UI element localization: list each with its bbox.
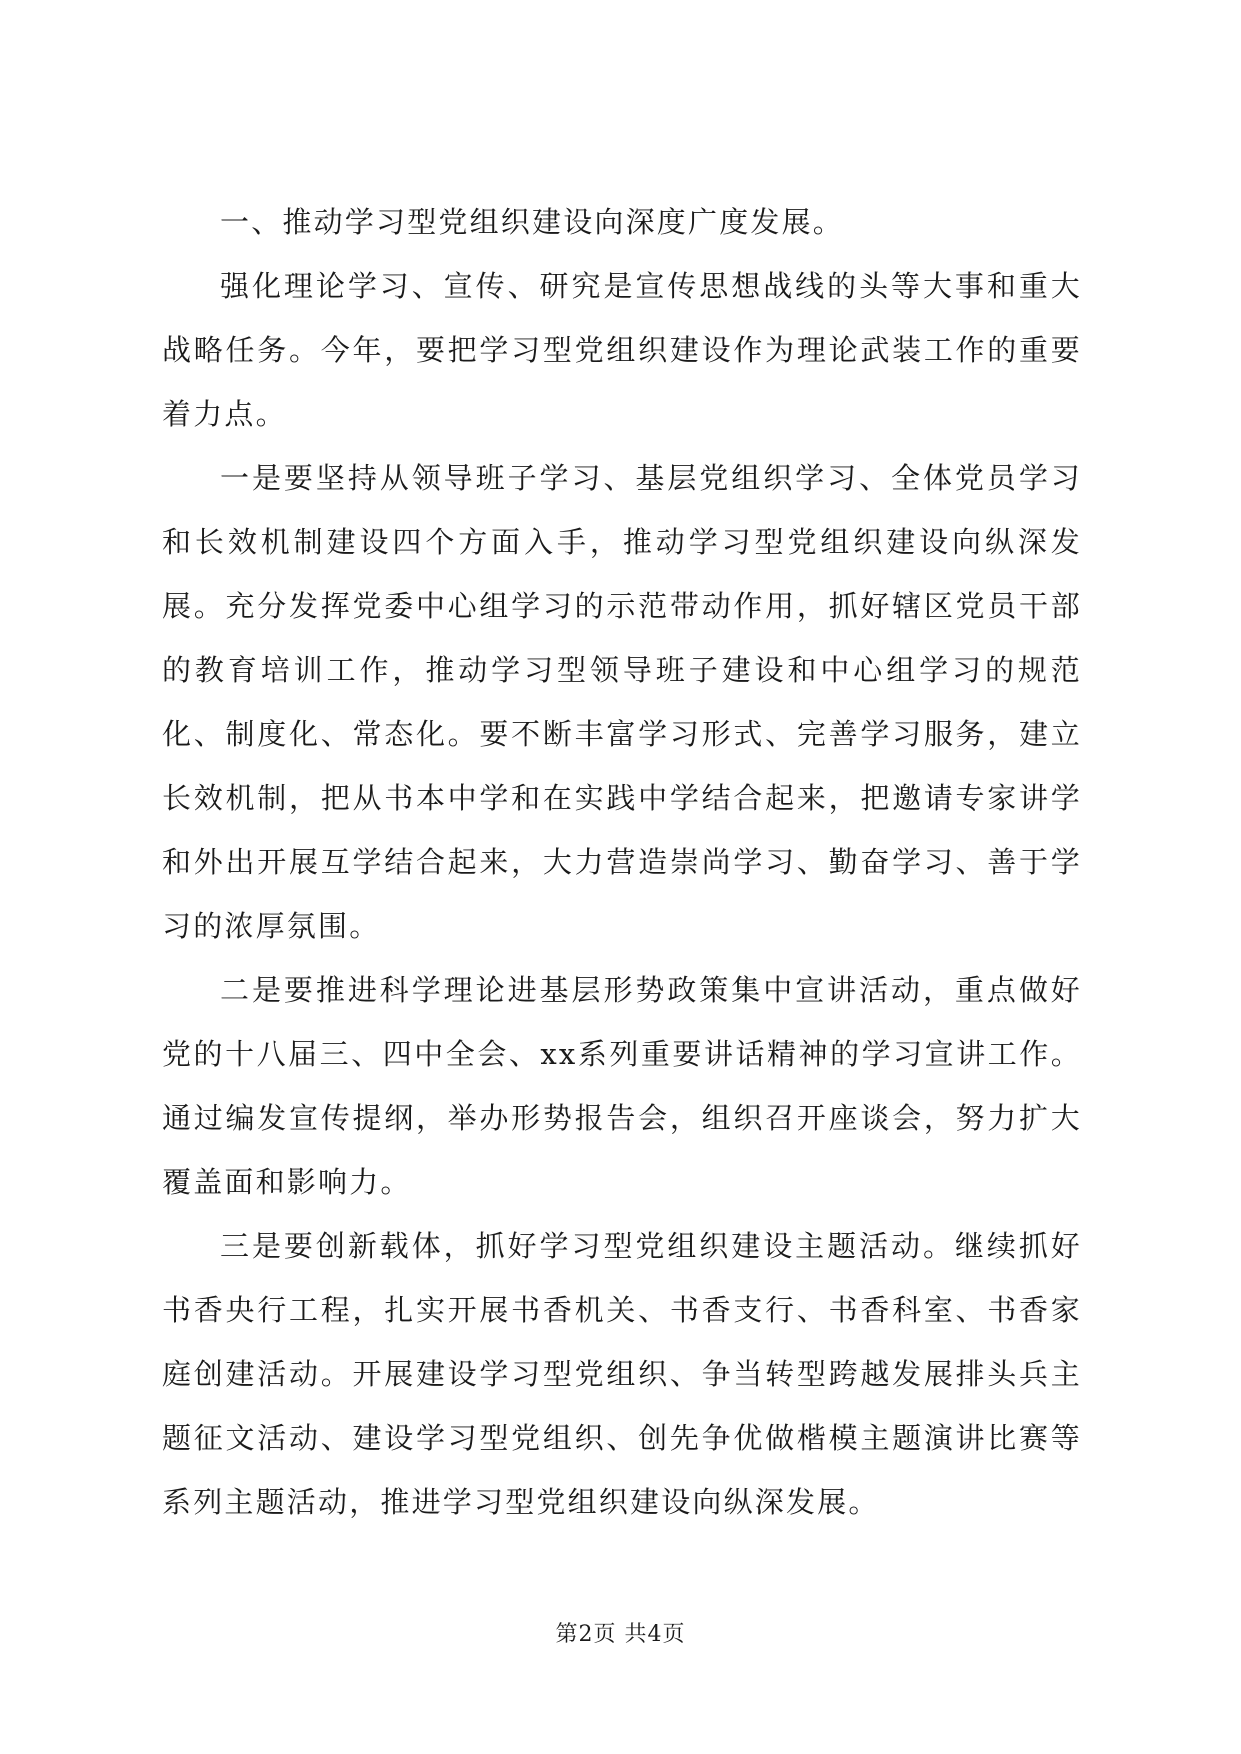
- document-body: [162, 190, 1082, 1534]
- section-heading: 一、推动学习型党组织建设向深度广度发展。: [220, 205, 845, 239]
- page-number-footer: 第2页 共4页: [555, 1622, 686, 1647]
- paragraph-point-three: 三是要创新载体，抓好学习型党组织建设主题活动。继续抓好书香央行工程，扎实开展书香机关、书香支行、书香科室、书香家庭创建活动。开展建设学习型党组织、争当转型跨越发展排头兵主题征文活动、建设学习型党组织、创先争优做楷模主题演讲比赛等系列主题活动，推进学习型党组织建设向纵深发展。: [162, 1229, 1082, 1519]
- paragraph-point-one: 一是要坚持从领导班子学习、基层党组织学习、全体党员学习和长效机制建设四个方面入手，推动学习型党组织建设向纵深发展。充分发挥党委中心组学习的示范带动作用，抓好辖区党员干部的教育培训工作，推动学习型领导班子建设和中心组学习的规范化、制度化、常态化。要不断丰富学习形式、完善学习服务，建立长效机制，把从书本中学和在实践中学结合起来，把邀请专家讲学和外出开展互学结合起来，大力营造崇尚学习、勤奋学习、善于学习的浓厚氛围。: [162, 461, 1082, 943]
- paragraph-point-two: 二是要推进科学理论进基层形势政策集中宣讲活动，重点做好党的十八届三、四中全会、xx系列重要讲话精神的学习宣讲工作。通过编发宣传提纲，举办形势报告会，组织召开座谈会，努力扩大覆盖面和影响力。: [162, 973, 1082, 1199]
- paragraph-intro: 强化理论学习、宣传、研究是宣传思想战线的头等大事和重大战略任务。今年，要把学习型党组织建设作为理论武装工作的重要着力点。: [162, 269, 1082, 431]
